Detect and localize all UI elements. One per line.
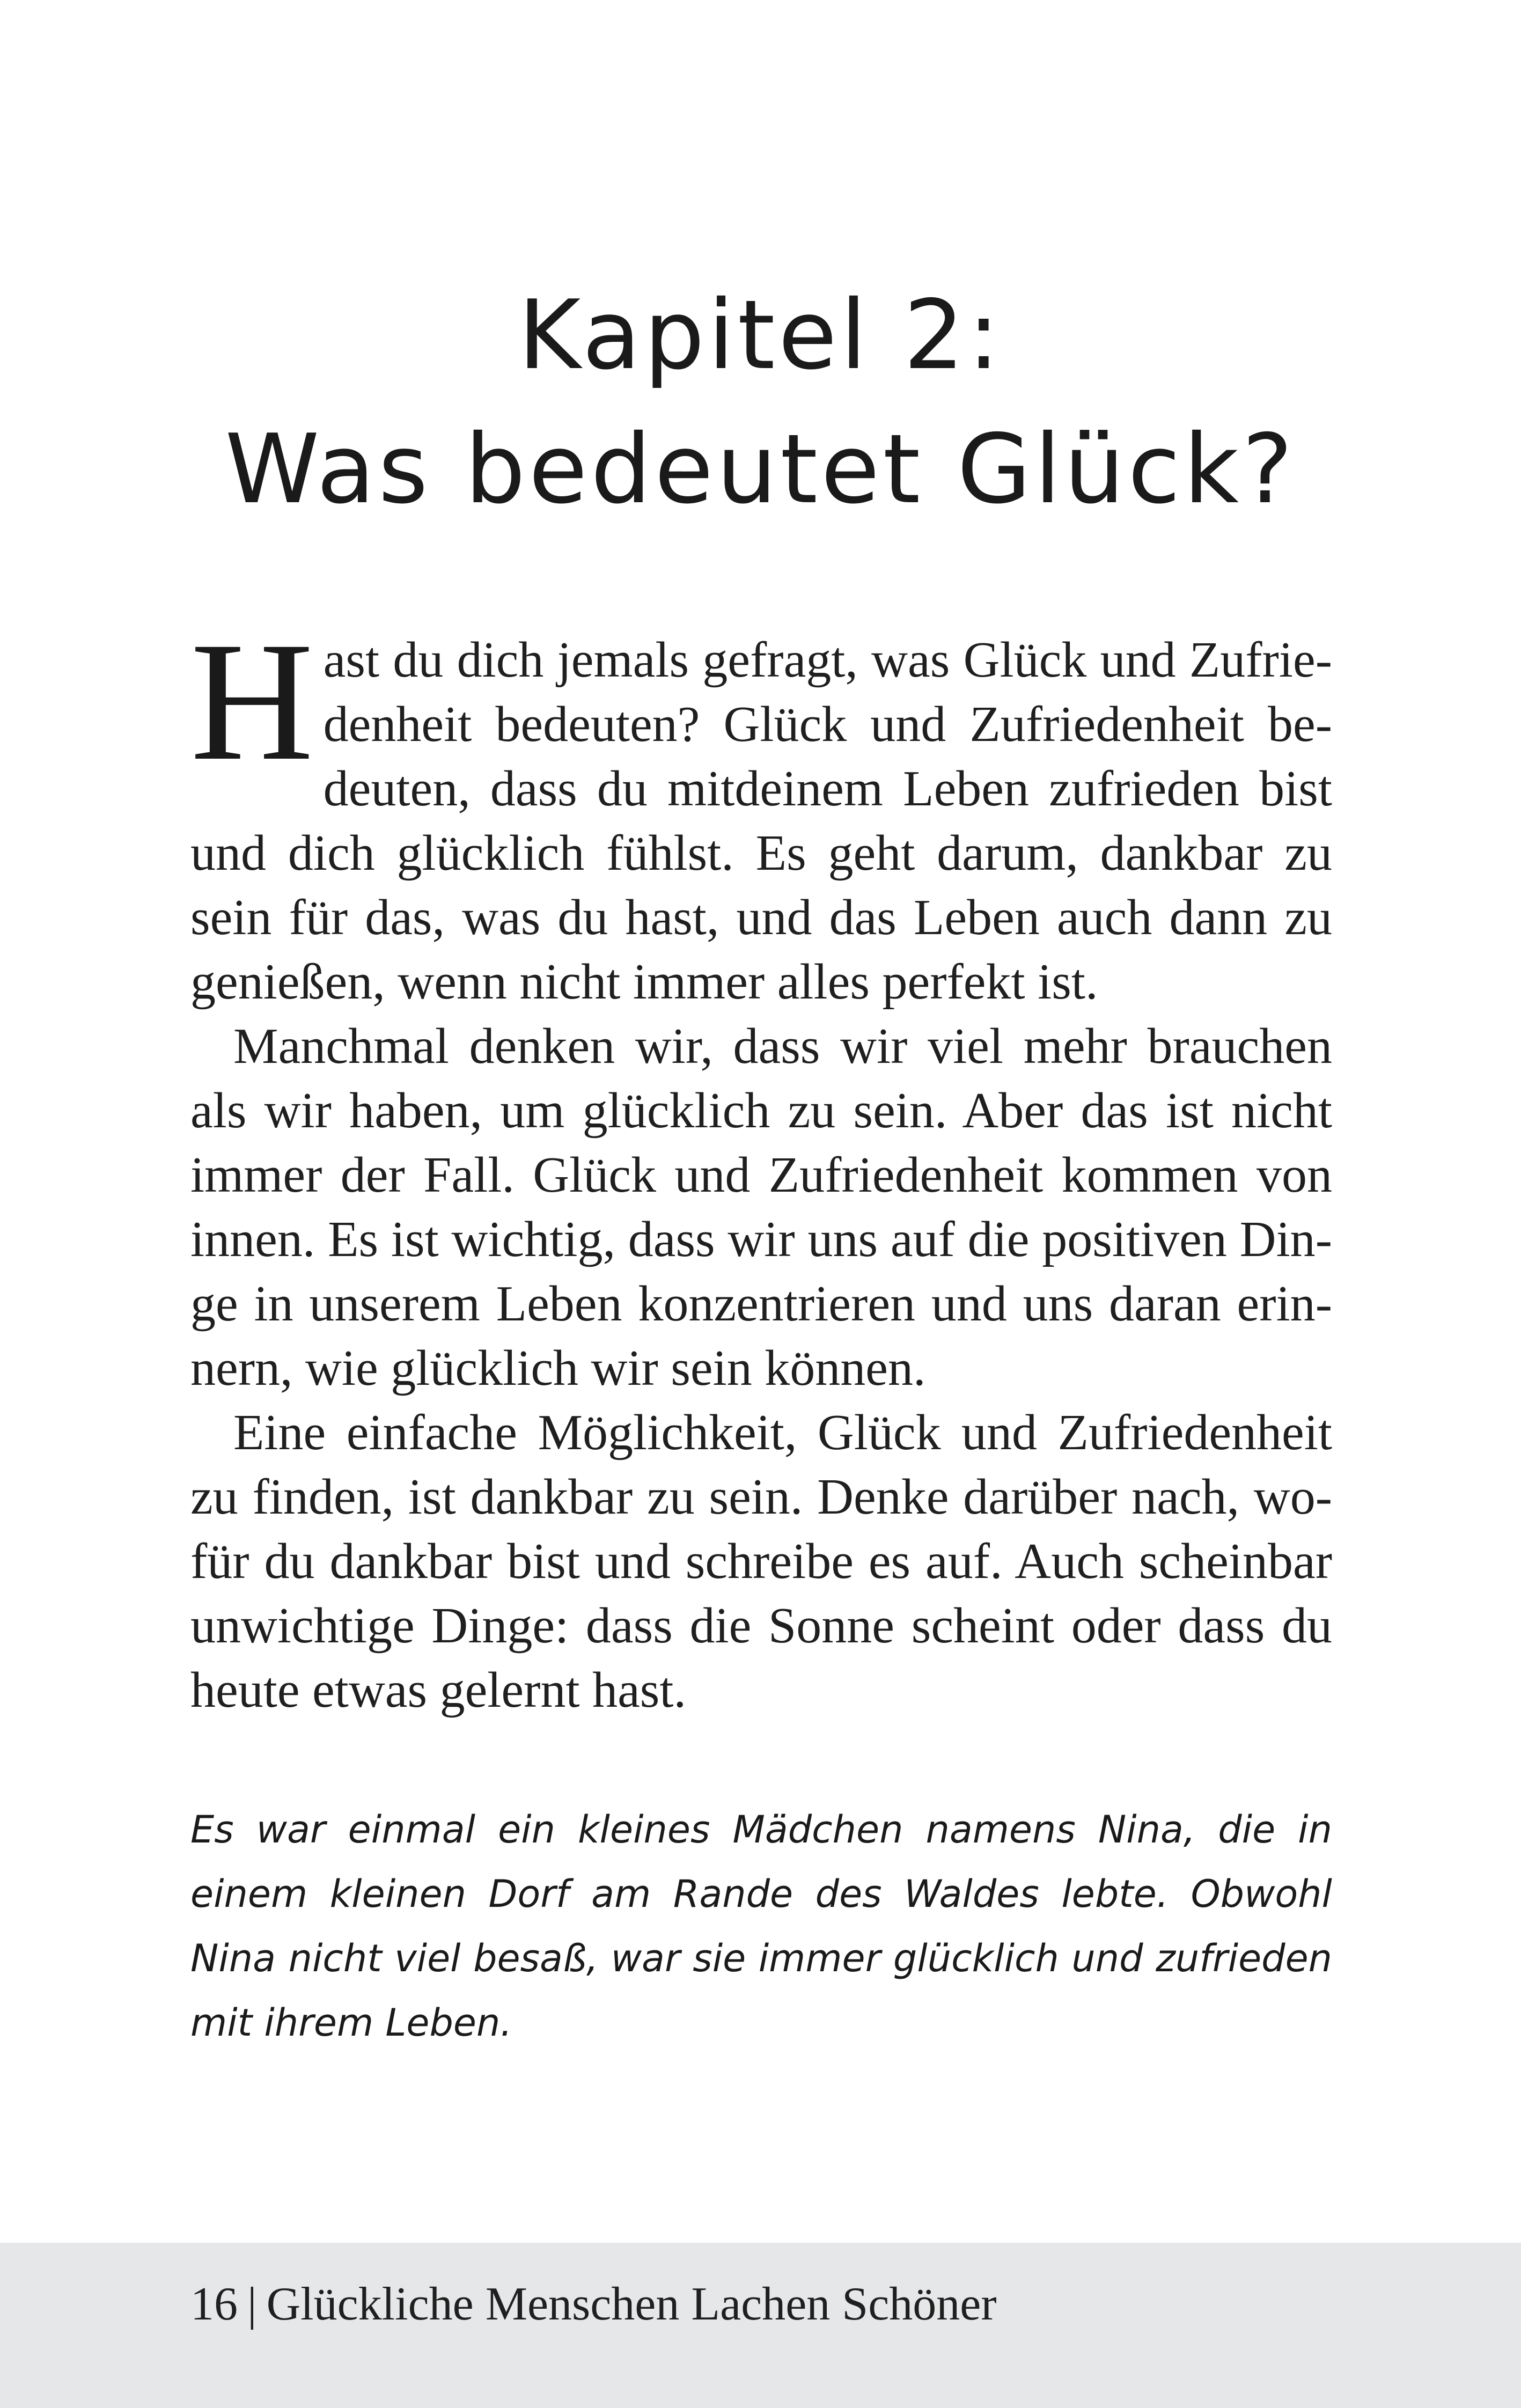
running-footer: [190, 2272, 997, 2337]
paragraph-2: Manchmal denken wir, dass wir viel mehr brauchen als wir haben, um glücklich zu sein. Aber das ist nicht immer der Fall. Glück und Zufriedenheit kommen von innen. Es ist wichtig, dass wir uns auf die positiven Dinge in unserem Leben konzentrieren und uns daran erinnern, wie glücklich wir sein können.: [190, 1018, 1332, 1396]
chapter-title: Was bedeutet Glück?: [225, 414, 1296, 525]
paragraph-3: Eine einfache Möglichkeit, Glück und Zufriedenheit zu finden, ist dankbar zu sein. Denke darüber nach, wofür du dankbar bist und schreibe es auf. Auch scheinbar unwichtige Dinge: dass die Sonne scheint oder dass du heute etwas gelernt hast.: [190, 1405, 1332, 1718]
chapter-heading: [0, 268, 1521, 537]
paragraph-1: [190, 607, 1332, 1014]
body-text: [190, 607, 1332, 1722]
paragraph-1-text: ast du dich jemals gefragt, was Glück und Zufriedenheit bedeuten? Glück und Zufriedenheit bedeuten, dass du mitdeinem Leben zufrieden bist und dich glücklich fühlst. Es geht darum, dankbar zu sein für das, was du hast, und das Leben auch dann zu genießen, wenn nicht immer alles perfekt ist.: [190, 632, 1332, 1010]
page-number: 16: [190, 2278, 238, 2330]
drop-cap: H: [190, 607, 314, 796]
chapter-number: Kapitel 2:: [518, 280, 1003, 391]
story-excerpt: Es war einmal ein kleines Mädchen namens Nina, die in einem kleinen Dorf am Rande des Waldes lebte. Obwohl Nina nicht viel besaß, war sie immer glücklich und zufrieden mit ihrem Leben.: [190, 1808, 1332, 2045]
footer-separator: |: [247, 2278, 257, 2330]
book-title: Glückliche Menschen Lachen Schöner: [266, 2278, 997, 2330]
